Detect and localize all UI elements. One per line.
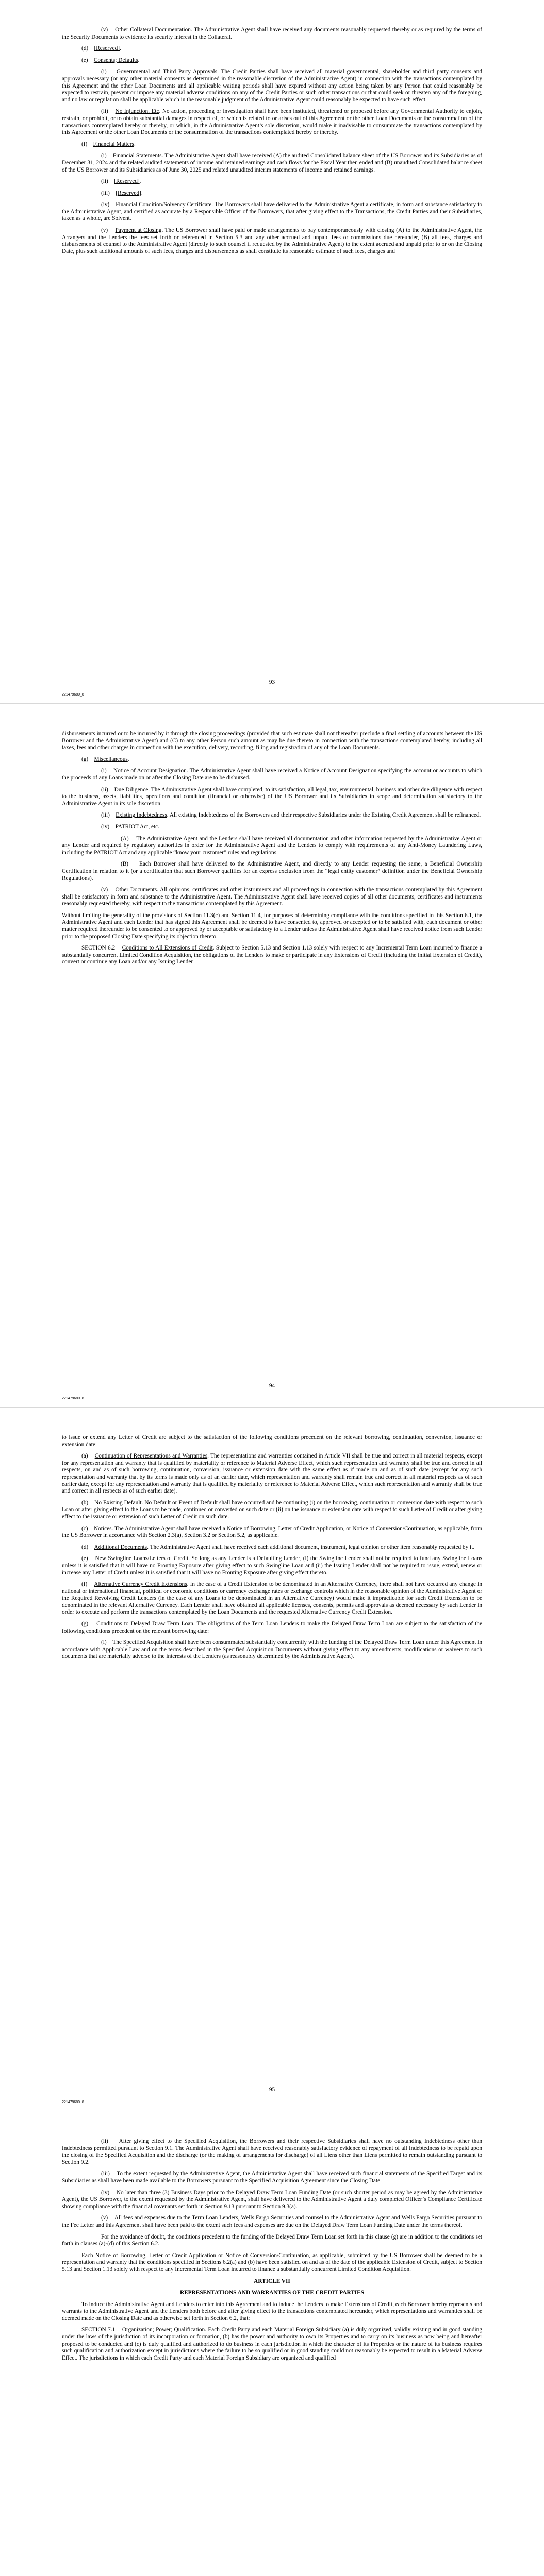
paragraph [62, 201, 482, 223]
clause-text: . The US Borrower shall have paid or made arrangements to pay contemporaneously with closing (A) to the Administrative Agent, the Arrangers and the Lenders the fees set forth or referenced in Section 5.3 and any other accrued and unpaid fees or commissions due hereunder, (B) all fees, charges and disbursements of counsel to the Administrative Agent (directly to such counsel if requested by the Administrative Agent) to the extent accrued and unpaid prior to or on the Closing Date, plus such additional amounts of such fees, charges and disbursements as shall constitute its reasonable estimate of such fees, charges and [62, 227, 482, 255]
clause-title: Continuation of Representations and Warranties [94, 1453, 208, 1460]
clause-text: To induce the Administrative Agent and Lenders to enter into this Agreement and to induce the Lenders to make Extensions of Credit, each Borrower hereby represents and warrants to the Administrative Agent and the Lenders both before and after giving effect to the transactions contemplated hereunder, which representations and warranties shall be deemed made on the Closing Date and as otherwise set forth in Section 6.2, that: [62, 2301, 482, 2321]
paragraph [62, 69, 482, 104]
clause-text: Each Notice of Borrowing, Letter of Credit Application or Notice of Conversion/Continuation, as applicable, submitted by the US Borrower shall be deemed to be a representation and warranty that the conditions specified in Sections 6.2(a) and (b) have been satisfied on and as of the date of the applicable Extension of Credit, subject to Section 5.13 and Section 1.13 solely with respect to any Incremental Term Loan incurred to finance a substantially concurrent Limited Condition Acquisition. [62, 2252, 482, 2273]
clause-number: (ii) [101, 108, 116, 115]
paragraph [62, 861, 482, 882]
paragraph [62, 912, 482, 940]
clause-text: . Subject to Section 5.13 and Section 1.13 solely with respect to any Incremental Term Loan incurred to finance a substantially concurrent Limited Condition Acquisition, the obligations of the Lenders to make or participate in any Extensions of Credit (including the initial Extension of Credit), convert or continue any Loan and/or any Issuing Lender [62, 945, 482, 965]
clause-text: . [141, 190, 143, 196]
paragraph [62, 2234, 482, 2248]
clause-text: . The Borrowers shall have delivered to the Administrative Agent a certificate, in form and substance satisfactory to the Administrative Agent, and certified as accurate by a Responsible Officer of the Borrowers, that after giving effect to the Transactions, the Credit Parties and their Subsidiaries, taken as a whole, are Solvent. [62, 201, 483, 222]
clause-number: (v) [101, 2215, 114, 2222]
clause-text: For the avoidance of doubt, the conditions precedent to the funding of the Delayed Draw Term Loan set forth in this clause (g) are in addition to the conditions set forth in clauses (a)-(d) of this Section 6.2. [62, 2233, 482, 2247]
clause-text: . [138, 57, 140, 63]
paragraph [62, 756, 482, 764]
clause-number: (b) [81, 1499, 95, 1506]
clause-title: Existing Indebtedness [116, 812, 167, 819]
clause-number: (i) [101, 69, 117, 75]
clause-number: (i) [101, 768, 113, 774]
clause-number: (B) [121, 861, 139, 868]
clause-title: [Reserved] [114, 178, 140, 185]
paragraph [62, 2327, 482, 2362]
clause-text: . [134, 141, 136, 147]
clause-text: to issue or extend any Letter of Credit are subject to the satisfaction of the following conditions precedent on the relevant borrowing, continuation, conversion, issuance or extension date: [62, 1434, 482, 1448]
clause-title: PATRIOT Act [115, 823, 149, 830]
clause-text: . The Administrative Agent shall have received each additional document, instrument, legal opinion or other item reasonably requested by it. [147, 1544, 475, 1550]
paragraph [62, 836, 482, 857]
clause-number: (d) [81, 1544, 94, 1550]
clause-text: . All opinions, certificates and other instruments and all proceedings in connection with the transactions contemplated by this Agreement shall be satisfactory in form and substance to the Administrative Agent. The Administrative Agent shall have received copies of all other documents, certificates and instruments reasonably requested thereby, with respect to the transactions contemplated by this Agreement. [62, 887, 482, 907]
clause-text: , etc. [148, 823, 159, 830]
document-id: 221479680_8 [62, 2100, 84, 2104]
page-number: 93 [269, 679, 275, 685]
clause-title: Financial Condition/Solvency Certificate [116, 201, 212, 208]
document-id: 221479680_8 [62, 1397, 84, 1400]
clause-text: . The Administrative Agent shall have completed, to its satisfaction, all legal, tax, environmental, business and other due diligence with respect to the business, assets, liabilities, operations and condition (financial or otherwise) of the US Borrower and its Subsidiaries in scope and determination satisfactory to the Administrative Agent in its sole discretion. [62, 786, 482, 807]
clause-number: (ii) [101, 786, 114, 793]
clause-number: (ii) [101, 178, 114, 185]
clause-number: (iii) [101, 190, 116, 196]
clause-title: Governmental and Third Party Approvals [116, 69, 218, 75]
clause-number: (v) [101, 227, 116, 234]
clause-title: Due Diligence [114, 786, 149, 793]
clause-number: SECTION 7.1 [81, 2327, 122, 2333]
paragraph [62, 2138, 482, 2166]
clause-number: (iii) [101, 812, 116, 819]
clause-text: . The representations and warranties contained in Article VII shall be true and correct in all material respects, except for any representation and warranty that is qualified by materiality or reference to Material Adverse Effect, which such representation and warranty shall be true and correct in all respects, on and as of such borrowing, continuation, conversion, issuance or extension date with the same effect as if made on and as of such date (except for any such representation and warranty that by its terms is made only as of an earlier date, which representation and warranty shall remain true and correct in all material respects as of such earlier date, except for any representation and warranty that is qualified by materiality or reference to Material Adverse Effect, which such representation and warranty shall be true and correct in all respects as of such earlier date). [62, 1453, 482, 1495]
clause-number: (e) [81, 1555, 95, 1562]
clause-title: No Existing Default [94, 1499, 142, 1506]
clause-title: New Swingline Loans/Letters of Credit [95, 1555, 189, 1562]
clause-text: After giving effect to the Specified Acquisition, the Borrowers and their respective Subsidiaries shall have no outstanding Indebtedness other than Indebtedness permitted pursuant to Section 9.1. The Administrative Agent shall have received reasonably satisfactory evidence of repayment of all Indebtedness to be repaid upon the closing of the Specified Acquisition and the discharge (or the making of arrangements for discharge) of all Liens other than Liens permitted to remain outstanding pursuant to Section 9.2. [62, 2138, 482, 2165]
paragraph [62, 45, 482, 53]
clause-text: All fees and expenses due to the Term Loan Lenders, Wells Fargo Securities and counsel to the Administrative Agent and Wells Fargo Securities pursuant to the Fee Letter and this Agreement shall have been paid to the extent such fees and expenses are due on the Delayed Draw Term Loan Funding Date under the terms thereof. [62, 2215, 482, 2228]
paragraph [62, 1500, 482, 1521]
clause-number: (g) [81, 756, 94, 762]
clause-text: Each Borrower shall have delivered to the Administrative Agent, and directly to any Lender requesting the same, a Beneficial Ownership Certification in relation to it (or a certification that such Borrower qualifies for an express exclusion from the “legal entity customer” definition under the Beneficial Ownership Regulations). [62, 861, 482, 882]
clause-number: (d) [81, 45, 94, 52]
clause-text: . The Administrative Agent shall have received a Notice of Account Designation specifying the account or accounts to which the proceeds of any Loans made on or after the Closing Date are to be disbursed. [62, 768, 482, 781]
clause-text: No later than three (3) Business Days prior to the Delayed Draw Term Loan Funding Date (or such shorter period as may be agreed by the Administrative Agent), the US Borrower, to the extent requested by the Administrative Agent, shall have delivered to the Administrative Agent a duly completed Officer’s Compliance Certificate showing compliance with the financial covenants set forth in Section 9.13 pursuant to Section 9.3(a). [62, 2189, 483, 2210]
clause-title: Miscellaneous [94, 756, 128, 762]
paragraph [62, 2252, 482, 2274]
clause-text: . The Administrative Agent shall have received any documents reasonably requested thereby or as required by the terms of the Security Documents to evidence its security interest in the Collateral. [62, 27, 482, 40]
clause-number: (ii) [101, 2138, 119, 2144]
paragraph [62, 2301, 482, 2323]
clause-title: Other Documents [115, 887, 157, 893]
paragraph [62, 1434, 482, 1448]
clause-title: [Reserved] [116, 190, 141, 196]
article-heading [62, 2290, 482, 2297]
page-94 [0, 704, 544, 1407]
clause-title: Conditions to Delayed Draw Term Loan [96, 1621, 193, 1628]
clause-number: (A) [121, 835, 137, 842]
clause-number: (f) [81, 1581, 94, 1588]
clause-title: Payment at Closing [115, 227, 162, 234]
paragraph [62, 108, 482, 136]
clause-text: . [127, 756, 129, 762]
page-content [62, 1434, 482, 1665]
clause-text: The Administrative Agent and the Lenders shall have received all documentation and other information requested by the Administrative Agent or any Lender and required by regulatory authorities in order for the Administrative Agent and the Lenders to comply with requirements of any Anti-Money Laundering Laws, including the PATRIOT Act and any applicable “know your customer” rules and regulations. [62, 835, 482, 856]
paragraph [62, 57, 482, 64]
clause-text: ARTICLE VII [254, 2278, 290, 2284]
paragraph [62, 1639, 482, 1660]
page-93 [0, 0, 544, 703]
clause-number: (iv) [101, 201, 116, 208]
clause-text: . The Credit Parties shall have received all material governmental, shareholder and third party consents and approvals necessary (or any other material consents as determined in the reasonable discretion of the Administrative Agent) in connection with the transactions contemplated by this Agreement and the other Loan Documents and all applicable waiting periods shall have expired without any action being taken by any Person that could reasonably be expected to restrain, prevent or impose any material adverse conditions on any of the Credit Parties or such other transactions or that could seek or threaten any of the foregoing, and no law or regulation shall be applicable which in the reasonable judgment of the Administrative Agent could reasonably be expected to have such effect. [62, 69, 482, 103]
paragraph [62, 768, 482, 782]
paragraph [62, 2190, 482, 2211]
paragraph [62, 190, 482, 197]
clause-number: (i) [101, 152, 113, 159]
paragraph [62, 824, 482, 831]
clause-text: . The obligations of the Term Loan Lenders to make the Delayed Draw Term Loan are subject to the satisfaction of the following conditions precedent on the relevant borrowing date: [62, 1621, 482, 1634]
paragraph [62, 2171, 482, 2184]
paragraph [62, 27, 482, 41]
clause-title: Organization; Power; Qualification [122, 2327, 205, 2333]
clause-text: . No Default or Event of Default shall have occurred and be continuing (i) on the borrowing, continuation or conversion date with respect to such Loan or after giving effect to the Loans to be made, continued or converted on such date or (ii) on the issuance or extension date with respect to such Letter of Credit or after giving effect to the issuance or extension of such Letter of Credit on such date. [62, 1499, 482, 1520]
page-content [62, 27, 482, 260]
clause-title: Notice of Account Designation [113, 768, 187, 774]
page-number: 95 [269, 2087, 275, 2093]
clause-text: The Specified Acquisition shall have been consummated substantially concurrently with the funding of the Delayed Draw Term Loan under this Agreement in accordance with Applicable Law and on the terms described in the Specified Acquisition Documents without giving effect to any amendments, modifications or waivers to such documents that are materially adverse to the interests of the Lenders (as reasonably determined by the Administrative Agent). [62, 1639, 483, 1660]
clause-number: (v) [101, 27, 116, 33]
page-95 [0, 1408, 544, 2111]
page-number: 94 [269, 1383, 275, 1389]
paragraph [62, 152, 482, 174]
clause-title: Financial Statements [112, 152, 162, 159]
paragraph [62, 1621, 482, 1635]
paragraph [62, 1555, 482, 1577]
clause-title: [Reserved] [94, 45, 120, 52]
clause-text: . No action, proceeding or investigation shall have been instituted, threatened or proposed before any Governmental Authority to enjoin, restrain, or prohibit, or to obtain substantial damages in respect of, or which is related to or arises out of this Agreement or the other Loan Documents or the consummation of the transactions contemplated hereby or thereby, or which, in the Administrative Agent’s sole discretion, would make it inadvisable to consummate the transactions contemplated by this Agreement or the other Loan Documents or the consummation of the transactions contemplated hereby or thereby. [62, 108, 482, 136]
paragraph [62, 1453, 482, 1495]
clause-text: . [139, 178, 141, 185]
clause-number: (v) [101, 887, 116, 893]
clause-text: To the extent requested by the Administrative Agent, the Administrative Agent shall have received such financial statements of the Specified Target and its Subsidiaries as shall have been made available to the Borrowers pursuant to the Specified Acquisition Agreement since the Closing Date. [62, 2171, 482, 2184]
clause-number: (iv) [101, 2189, 117, 2196]
paragraph [62, 945, 482, 966]
clause-text: . The Administrative Agent shall have received a Notice of Borrowing, Letter of Credit Application, or Notice of Conversion/Continuation, as applicable, from the US Borrower in accordance with Section 2.3(a), Section 3.2 or Section 5.2, as applicable. [62, 1525, 482, 1539]
paragraph [62, 1544, 482, 1551]
paragraph [62, 227, 482, 255]
paragraph [62, 887, 482, 908]
page-content [62, 2138, 482, 2366]
clause-number: (iv) [101, 823, 116, 830]
paragraph [62, 1581, 482, 1616]
clause-number: (c) [81, 1525, 94, 1532]
clause-text: . In the case of a Credit Extension to be denominated in an Alternative Currency, there shall not have occurred any change in national or international financial, political or economic conditions or currency exchange rates or exchange controls which in the reasonable opinion of the Administrative Agent or the Required Revolving Credit Lenders (in the case of any Loans to be denominated in an Alternative Currency) would make it impracticable for such Credit Extension to be denominated in the relevant Alternative Currency. Each Lender shall have obtained all applicable licenses, consents, permits and approvals as deemed necessary by such Lender in order to execute and perform the transactions contemplated by the Loan Documents and the requested Alternative Currency Credit Extension. [62, 1581, 482, 1616]
clause-text: disbursements incurred or to be incurred by it through the closing proceedings (provided that such estimate shall not thereafter preclude a final settling of accounts between the US Borrower and the Administrative Agent) and (C) to any other Person such amount as may be due thereto in connection with the transactions contemplated hereby, including all taxes, fees and other charges in connection with the execution, delivery, recording, filing and registration of any of the Loan Documents. [62, 731, 482, 751]
paragraph [62, 141, 482, 148]
paragraph [62, 2215, 482, 2229]
clause-title: Notices [94, 1525, 112, 1532]
paragraph [62, 731, 482, 752]
page-content [62, 731, 482, 971]
clause-text: . All existing Indebtedness of the Borrowers and their respective Subsidiaries under the Existing Credit Agreement shall be refinanced. [167, 812, 481, 819]
page-96 [0, 2111, 544, 2576]
clause-text: . [120, 45, 121, 52]
clause-number: (iii) [101, 2171, 117, 2177]
document-id: 221479680_8 [62, 693, 84, 697]
clause-text: . Each Credit Party and each Material Foreign Subsidiary (a) is duly organized, validly existing and in good standing under the laws of the jurisdiction of its incorporation or formation, (b) has the power and authority to own its Properties and to carry on its business as now being and hereafter proposed to be conducted and (c) is duly qualified and authorized to do business in each jurisdiction in which the character of its Properties or the nature of its business requires such qualification and authorization except in jurisdictions where the failure to be so qualified or in good standing could not reasonably be expected to result in a Material Adverse Effect. The jurisdictions in which each Credit Party and each Material Foreign Subsidiary are organized and qualified [62, 2327, 482, 2361]
clause-text: . So long as any Lender is a Defaulting Lender, (i) the Swingline Lender shall not be required to fund any Swingline Loans unless it is satisfied that it will have no Fronting Exposure after giving effect to such Swingline Loan and (ii) the Issuing Lender shall not be required to issue, extend, renew or increase any Letter of Credit unless it is satisfied that it will have no Fronting Exposure after giving effect thereto. [62, 1555, 483, 1576]
paragraph [62, 178, 482, 185]
clause-number: (g) [81, 1621, 97, 1628]
paragraph [62, 787, 482, 808]
clause-number: (f) [81, 141, 93, 147]
clause-number: (a) [81, 1453, 95, 1460]
clause-number: (i) [101, 1639, 113, 1646]
clause-text: REPRESENTATIONS AND WARRANTIES OF THE CREDIT PARTIES [179, 2290, 364, 2296]
clause-title: No Injunction, Etc [115, 108, 159, 115]
clause-text: Without limiting the generality of the provisions of Section 11.3(c) and Section 11.4, for purposes of determining compliance with the conditions specified in this Section 6.1, the Administrative Agent and each Lender that has signed this Agreement shall be deemed to have consented to, approved or accepted or to be satisfied with, each document or other matter required thereunder to be consented to or approved by or acceptable or satisfactory to a Lender unless the Administrative Agent shall have received notice from such Lender prior to the proposed Closing Date specifying its objection thereto. [62, 912, 482, 940]
clause-title: Consents; Defaults [93, 57, 138, 63]
clause-title: Alternative Currency Credit Extensions [94, 1581, 187, 1588]
clause-number: SECTION 6.2 [81, 945, 122, 952]
paragraph [62, 812, 482, 819]
clause-text: . The Administrative Agent shall have received (A) the audited Consolidated balance sheet of the US Borrower and its Subsidiaries as of December 31, 2024 and the related audited statements of income and retained earnings and cash flows for the Fiscal Year then ended and (B) unaudited Consolidated balance sheet of the US Borrower and its Subsidiaries as of June 30, 2025 and related unaudited interim statements of income and retained earnings. [62, 152, 482, 173]
clause-title: Additional Documents [94, 1544, 147, 1550]
article-heading [62, 2278, 482, 2285]
clause-title: Conditions to All Extensions of Credit [122, 945, 213, 952]
paragraph [62, 1526, 482, 1539]
clause-title: Other Collateral Documentation [115, 27, 191, 33]
clause-number: (e) [81, 57, 94, 63]
clause-title: Financial Matters [93, 141, 134, 147]
